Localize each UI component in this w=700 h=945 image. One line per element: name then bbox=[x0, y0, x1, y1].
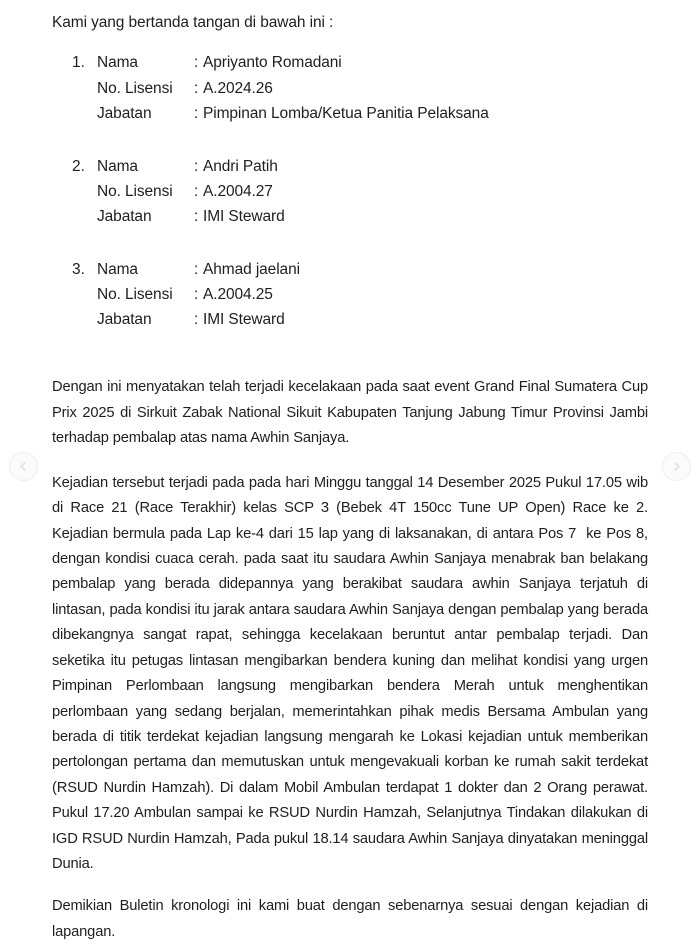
signatory-separator: : bbox=[194, 261, 199, 279]
signatory-separator: : bbox=[194, 208, 199, 226]
signatory-separator: : bbox=[194, 311, 199, 329]
declaration-paragraph: Dengan ini menyatakan telah terjadi kecelakaan pada saat event Grand Final Sumatera Cup Prix 2025 di Sirkuit Zabak National Sikuit Kabupaten Tanjung Jabung Timur Provinsi Jambi terhadap pembalap atas nama Awhin Sanjaya. bbox=[52, 379, 652, 447]
signatory-name-value: Andri Patih bbox=[203, 157, 278, 175]
signatory-name-label: Nama bbox=[97, 261, 138, 279]
signatory-position-label: Jabatan bbox=[97, 208, 152, 226]
signatory-position-row bbox=[97, 101, 670, 126]
signatory-name-row bbox=[97, 154, 670, 179]
signatory-separator: : bbox=[194, 157, 199, 175]
signatory-separator: : bbox=[194, 79, 199, 97]
signatory-position-value: Pimpinan Lomba/Ketua Panitia Pelaksana bbox=[203, 104, 489, 122]
signatory-name-value: Apriyanto Romadani bbox=[203, 54, 342, 72]
signatory-position-label: Jabatan bbox=[97, 104, 152, 122]
signatory-license-row bbox=[97, 282, 670, 307]
signatory-name-value: Ahmad jaelani bbox=[203, 261, 300, 279]
closing-paragraph: Demikian Buletin kronologi ini kami buat dengan sebenarnya sesuai dengan kejadian di lapangan. bbox=[52, 898, 652, 940]
narrative-section bbox=[52, 375, 670, 945]
signatory-position-row bbox=[97, 204, 670, 229]
signatory-separator: : bbox=[194, 286, 199, 304]
chevron-right-icon bbox=[671, 461, 682, 472]
signatory-entry bbox=[52, 154, 670, 229]
signatory-entry bbox=[52, 257, 670, 332]
signatory-license-value: A.2004.25 bbox=[203, 286, 273, 304]
signatory-list bbox=[52, 50, 670, 332]
signatory-name-label: Nama bbox=[97, 157, 138, 175]
chevron-left-icon bbox=[18, 461, 29, 472]
carousel-prev-button[interactable] bbox=[9, 452, 38, 481]
signatory-separator: : bbox=[194, 182, 199, 200]
carousel-next-button[interactable] bbox=[662, 452, 691, 481]
chronology-paragraph: Kejadian tersebut terjadi pada pada hari Minggu tanggal 14 Desember 2025 Pukul 17.05 wib di Race 21 (Race Terakhir) kelas SCP 3 (Bebek 4T 150cc Tune UP Open) Race ke 2. Kejadian bermula pada Lap ke-4 dari 15 lap yang di laksanakan, di antara Pos 7 ke Pos 8, dengan kondisi cuaca cerah. pada saat itu saudara Awhin Sanjaya menabrak ban belakang pembalap yang berada didepannya yang berakibat saudara awhin Sanjaya terjatuh di lintasan, pada kondisi itu jarak antara saudara Awhin Sanjaya dengan pembalap yang berada dibekangnya sangat rapat, sehingga kecelakaan beruntut antar pembalap terjadi. Dan seketika itu petugas lintasan mengibarkan bendera kuning dan melihat kondisi yang urgen Pimpinan Perlombaan langsung mengibarkan bendera Merah untuk menghentikan perlombaan yang sedang berjalan, memerintahkan pihak medis Bersama Ambulan yang berada di titik terdekat kejadian langsung mengarah ke Lokasi kejadian untuk memberikan pertolongan pertama dan memutuskan untuk mengevakuali korban ke rumah sakit terdekat (RSUD Nurdin Hamzah). Di dalam Mobil Ambulan terdapat 1 dokter dan 2 Orang perawat. Pukul 17.20 Ambulan sampai ke RSUD Nurdin Hamzah, Selanjutnya Tindakan dilakukan di IGD RSUD Nurdin Hamzah, Pada pukul 18.14 saudara Awhin Sanjaya dinyatakan meninggal Dunia. bbox=[52, 474, 652, 873]
signatory-index: 1. bbox=[72, 54, 85, 72]
signatory-separator: : bbox=[194, 54, 199, 72]
signatory-license-label: No. Lisensi bbox=[97, 79, 173, 97]
signatory-index: 3. bbox=[72, 261, 85, 279]
signatory-license-row bbox=[97, 179, 670, 204]
signatory-position-row bbox=[97, 307, 670, 332]
signatory-license-value: A.2024.26 bbox=[203, 79, 273, 97]
signatory-position-label: Jabatan bbox=[97, 311, 152, 329]
intro-line: Kami yang bertanda tangan di bawah ini : bbox=[52, 14, 334, 31]
signatory-name-label: Nama bbox=[97, 54, 138, 72]
signatory-index: 2. bbox=[72, 157, 85, 175]
signatory-license-row bbox=[97, 76, 670, 101]
signatory-position-value: IMI Steward bbox=[203, 311, 285, 329]
signatory-position-value: IMI Steward bbox=[203, 208, 285, 226]
signatory-license-label: No. Lisensi bbox=[97, 286, 173, 304]
signatory-name-row bbox=[97, 50, 670, 75]
signatory-separator: : bbox=[194, 104, 199, 122]
signatory-license-value: A.2004.27 bbox=[203, 182, 273, 200]
signatory-name-row bbox=[97, 257, 670, 282]
signatory-entry bbox=[52, 50, 670, 125]
signatory-license-label: No. Lisensi bbox=[97, 182, 173, 200]
